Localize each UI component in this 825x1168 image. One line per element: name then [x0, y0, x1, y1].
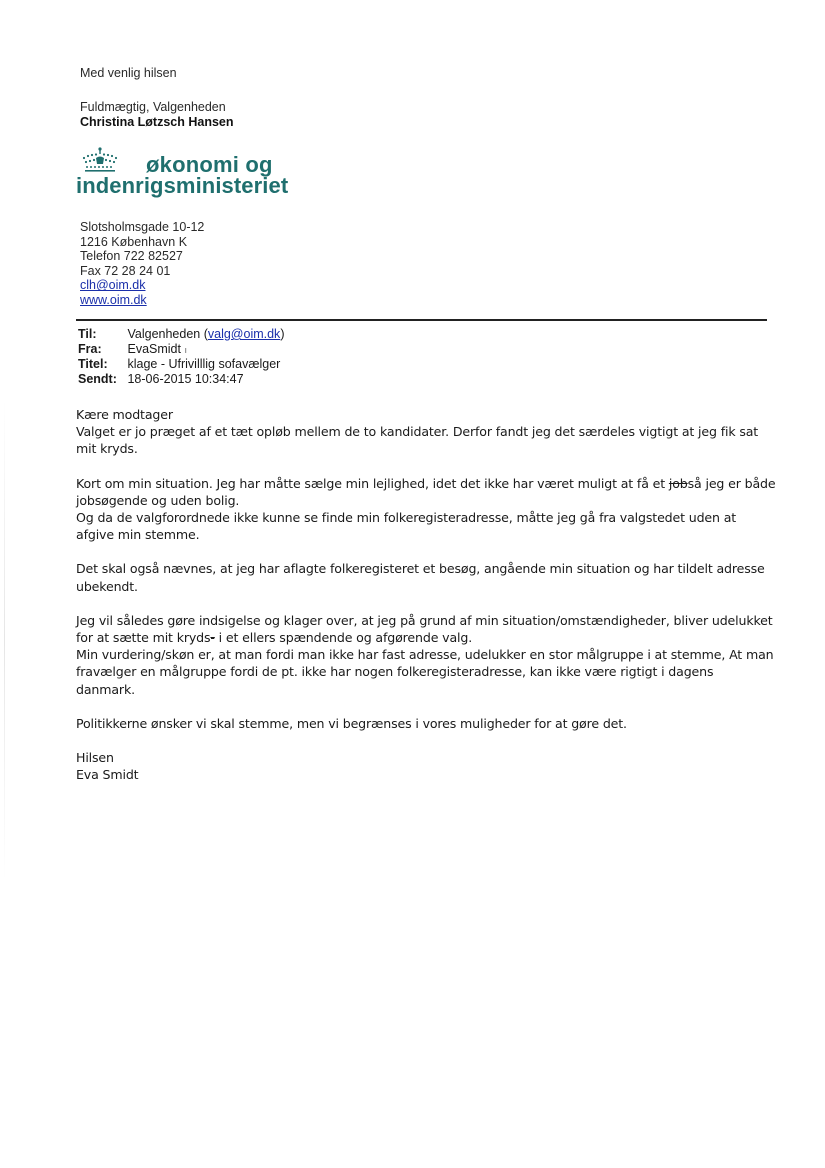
email-header — [78, 327, 284, 386]
paragraph-2-part-b: så jeg er både jobsøgende og uden bolig. — [76, 475, 776, 508]
signature-name: Christina Løtzsch Hansen — [80, 115, 234, 129]
crown-icon — [76, 146, 124, 176]
address-block — [80, 220, 204, 308]
strikethrough-mark: - — [210, 630, 215, 646]
logo-text-line2: indenrigsministeriet — [76, 173, 289, 198]
from-mark: ı — [184, 344, 187, 355]
sent-value: 18-06-2015 10:34:47 — [127, 371, 244, 386]
title-value: klage - Ufrivilllig sofavælger — [127, 357, 281, 371]
paragraph-5-part-a: Jeg vil således gøre indsigelse og klager over, at jeg på grund af min situation/omstændigheder, bliver udelukket for at sætte mit kryds — [76, 612, 773, 646]
address-street: Slotsholmsgade 10-12 — [80, 220, 205, 234]
title-row — [78, 357, 284, 372]
paragraph-4: Det skal også nævnes, at jeg har aflagte folkeregisteret et besøg, angående min situation og har tildelt adresse ubekendt. — [76, 561, 765, 594]
to-name: Valgenheden ( — [127, 327, 208, 341]
paragraph-2 — [76, 475, 776, 509]
scan-edge — [4, 400, 5, 880]
header-divider — [76, 319, 767, 321]
paragraph-6: Min vurdering/skøn er, at man fordi man ikke har fast adresse, udelukker en stor målgruppe i at stemme, At man fravælger en målgruppe fordi de pt. ikke har nogen folkeregisteradresse, kan ikke være rigtigt i dagens danmark. — [76, 647, 774, 697]
address-city: 1216 København K — [80, 234, 188, 249]
signature-role: Fuldmægtig, Valgenheden — [80, 100, 226, 114]
email-link[interactable]: clh@oim.dk — [80, 278, 146, 293]
website-link[interactable]: www.oim.dk — [80, 292, 147, 307]
title-label: Titel: — [78, 357, 108, 371]
paragraph-5-part-b: i et ellers spændende og afgørende valg. — [214, 630, 473, 646]
sent-row — [78, 372, 284, 387]
to-close: ) — [280, 327, 285, 341]
to-row — [78, 327, 284, 342]
paragraph-3: Og da de valgforordnede ikke kunne se finde min folkeregisteradresse, måtte jeg gå fra valgstedet uden at afgive min stemme. — [76, 510, 737, 543]
paragraph-2-part-a: Kort om min situation. Jeg har måtte sælge min lejlighed, idet det ikke har været muligt at få et — [76, 475, 669, 491]
address-fax: Fax 72 28 24 01 — [80, 263, 171, 278]
sent-label: Sendt: — [78, 371, 117, 386]
address-phone: Telefon 722 82527 — [80, 249, 183, 264]
paragraph-5 — [76, 612, 776, 646]
signoff: Hilsen — [76, 750, 114, 766]
closing-text: Med venlig hilsen — [80, 66, 177, 80]
paragraph-1: Valget er jo præget af et tæt opløb mellem de to kandidater. Derfor fandt jeg det særdeles vigtigt at jeg fik sat mit kryds. — [76, 424, 759, 457]
greeting: Kære modtager — [76, 407, 173, 422]
logo-text-line1: økonomi og — [146, 152, 273, 177]
sender-name: Eva Smidt — [76, 767, 139, 783]
message-body — [76, 406, 776, 783]
strikethrough-text: job — [668, 475, 688, 491]
paragraph-7: Politikkerne ønsker vi skal stemme, men vi begrænses i vores muligheder for at gøre det. — [76, 715, 627, 731]
from-value: EvaSmidt — [127, 341, 181, 356]
to-email-link[interactable]: valg@oim.dk — [207, 327, 281, 341]
ministry-logo — [76, 146, 289, 202]
from-row — [78, 342, 284, 358]
to-label: Til: — [78, 327, 97, 341]
from-label: Fra: — [78, 341, 102, 356]
